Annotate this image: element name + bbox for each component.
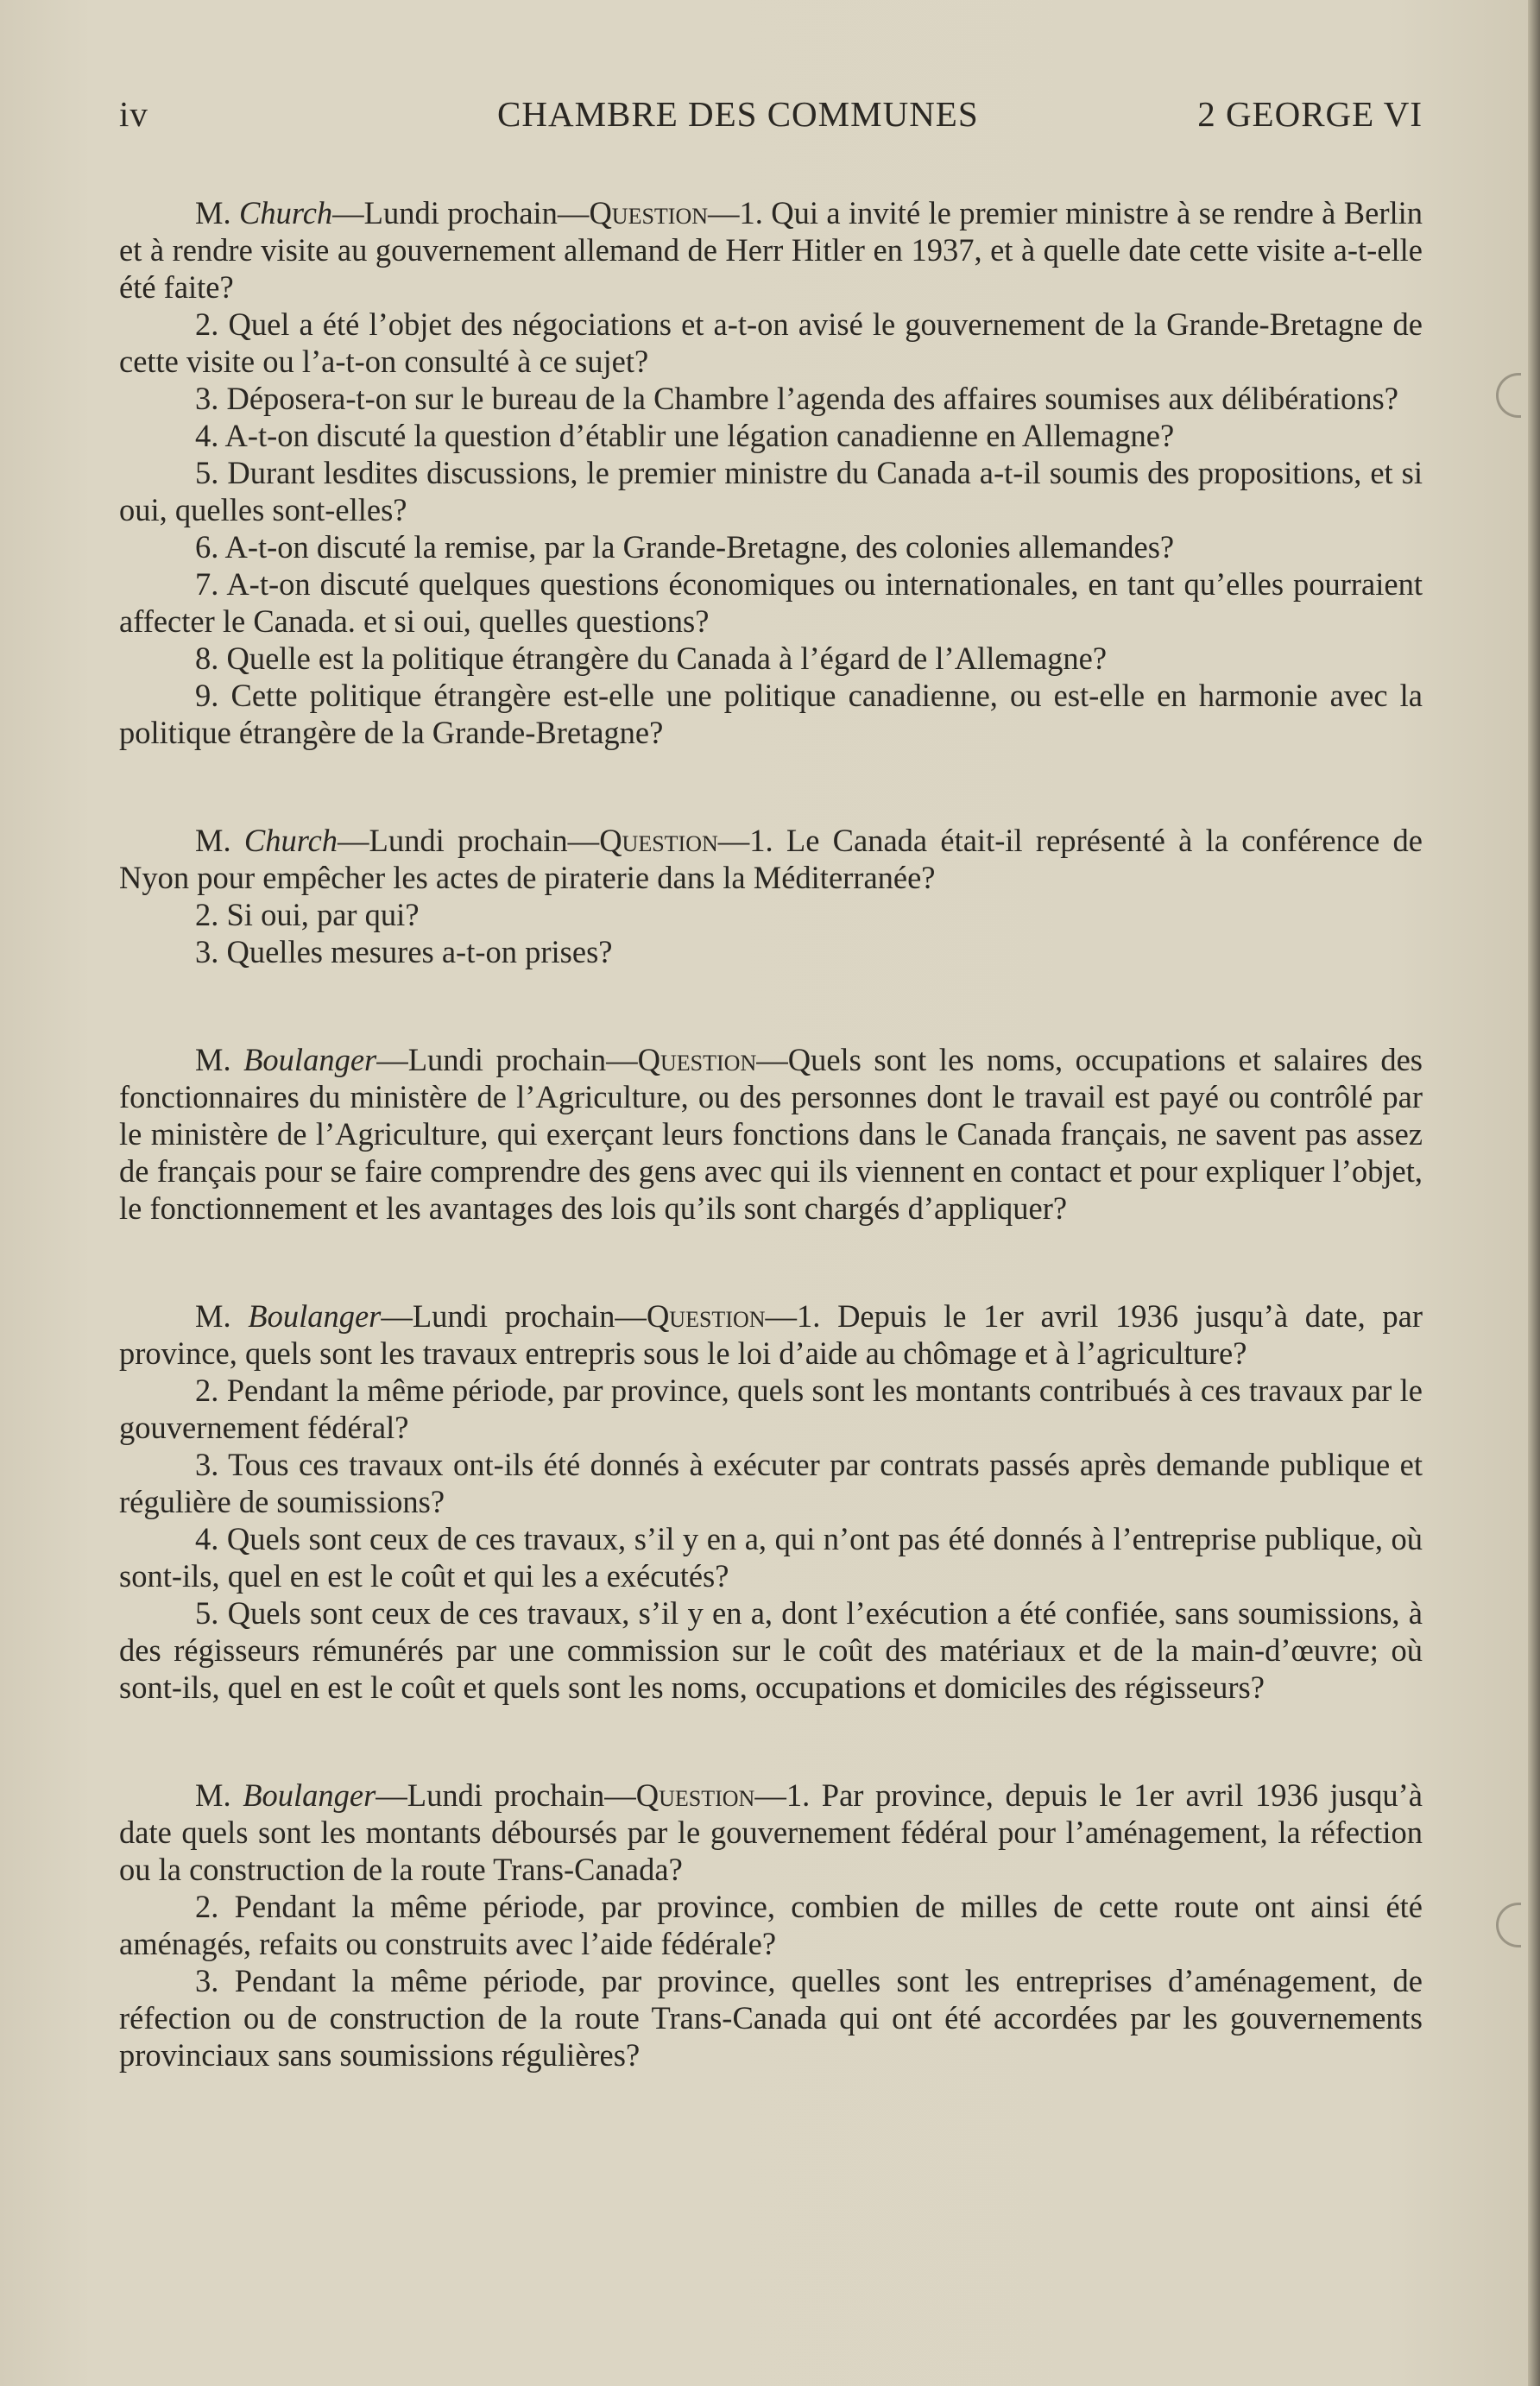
question-paragraph [119,822,1423,896]
question-text: —1. Le Canada était-il représenté à la conférence de Nyon pour empêcher les actes de piraterie dans la Méditerranée? [119,823,1423,895]
question-paragraph: 3. Pendant la même période, par province, quelles sont les entreprises d’aménagement, de réfection ou de construction de la route Trans-Canada qui ont été accordées par les gouvernements provinciaux sans soumissions régulières? [119,1963,1423,2073]
question-label: Question [637,1042,757,1077]
member-title: M. [195,1298,231,1334]
speaker-name: Boulanger [243,1042,377,1077]
question-paragraph: 3. Tous ces travaux ont-ils été donnés à exécuter par contrats passés après demande publique et régulière de soumissions? [119,1447,1423,1519]
member-title: M. [195,195,231,230]
question-intro: —Lundi prochain— [376,1777,636,1813]
question-label: Question [589,195,709,230]
question-paragraph: 2. Si oui, par qui? [195,897,420,932]
question-paragraph: 2. Quel a été l’objet des négociations et a-t-on avisé le gouvernement de la Grande-Bretagne de cette visite ou l’a-t-on consulté à ce sujet? [119,306,1423,379]
speaker-name: Boulanger [248,1298,382,1334]
question-paragraph [119,1777,1423,1888]
question-paragraph [119,194,1423,306]
question-paragraph: 5. Quels sont ceux de ces travaux, s’il y en a, dont l’exécution a été confiée, sans soumissions, à des régisseurs rémunérés par une commission sur le coût des matériaux et de la main-d’œuvre; où sont-ils, quel en est le coût et quels sont les noms, occupations et domiciles des régisseurs? [119,1595,1423,1705]
question-text: —1. Depuis le 1er avril 1936 jusqu’à date, par province, quels sont les travaux entrepris sous le loi d’aide au chômage et à l’agriculture? [119,1298,1423,1371]
question-text: —Quels sont les noms, occupations et salaires des fonctionnaires du ministère de l’Agriculture, ou des personnes dont le travail est payé ou contrôlé par le ministère de l’Agriculture, qui exerçant leurs fonctions dans le Canada français, ne savent pas assez de français pour se faire comprendre des gens avec qui ils viennent en contact et pour expliquer l’objet, le fonctionnement et les avantages des lois qu’ils sont chargés d’appliquer? [119,1042,1423,1226]
question-label: Question [646,1298,766,1334]
question-intro: —Lundi prochain— [376,1042,638,1077]
questions-list [119,194,1423,2144]
member-title: M. [195,1042,231,1077]
question-block [119,194,1423,751]
binding-hole-mark [1496,373,1521,418]
question-paragraph: 6. A-t-on discuté la remise, par la Grande-Bretagne, des colonies allemandes? [195,529,1175,565]
page-header [119,93,1423,145]
question-text: —1. Qui a invité le premier ministre à se rendre à Berlin et à rendre visite au gouvernement allemand de Herr Hitler en 1937, et à quelle date cette visite a-t-elle été faite? [119,195,1423,305]
question-block [119,1777,1423,2074]
question-paragraph: 3. Quelles mesures a-t-on prises? [195,934,613,969]
question-intro: —Lundi prochain— [381,1298,647,1334]
page-edge [1528,0,1540,2386]
question-block [119,1041,1423,1227]
speaker-name: Boulanger [243,1777,376,1813]
question-paragraph: 9. Cette politique étrangère est-elle une politique canadienne, ou est-elle en harmonie avec la politique étrangère de la Grande-Bretagne? [119,678,1423,750]
question-paragraph: 2. Pendant la même période, par province, combien de milles de cette route ont ainsi été aménagés, refaits ou construits avec l’aide fédérale? [119,1889,1423,1961]
speaker-name: Church [239,195,333,230]
question-text: —1. Par province, depuis le 1er avril 1936 jusqu’à date quels sont les montants déboursés par le gouvernement fédéral pour l’aménagement, la réfection ou la construction de la route Trans-Canada? [119,1777,1423,1887]
member-title: M. [195,1777,231,1813]
question-paragraph: 7. A-t-on discuté quelques questions économiques ou internationales, en tant qu’elles pourraient affecter le Canada. et si oui, quelles questions? [119,566,1423,639]
question-paragraph [119,1041,1423,1227]
question-paragraph: 8. Quelle est la politique étrangère du Canada à l’égard de l’Allemagne? [195,641,1108,676]
regnal-year: 2 GEORGE VI [1197,94,1423,134]
question-paragraph: 4. A-t-on discuté la question d’établir une légation canadienne en Allemagne? [195,418,1175,453]
question-intro: —Lundi prochain— [332,195,590,230]
question-paragraph: 2. Pendant la même période, par province, quels sont les montants contribués à ces travaux par le gouvernement fédéral? [119,1373,1423,1445]
page-number: iv [119,94,148,134]
question-paragraph: 3. Déposera-t-on sur le bureau de la Chambre l’agenda des affaires soumises aux délibérations? [195,381,1398,416]
question-paragraph: 5. Durant lesdites discussions, le premier ministre du Canada a-t-il soumis des propositions, et si oui, quelles sont-elles? [119,455,1423,527]
question-label: Question [635,1777,755,1813]
question-label: Question [599,823,718,858]
question-block [119,822,1423,970]
question-intro: —Lundi prochain— [338,823,600,858]
question-block [119,1297,1423,1706]
binding-hole-mark [1496,1903,1521,1947]
page-title: CHAMBRE DES COMMUNES [497,94,979,134]
speaker-name: Church [243,823,338,858]
member-title: M. [195,823,231,858]
question-paragraph [119,1297,1423,1372]
question-paragraph: 4. Quels sont ceux de ces travaux, s’il y en a, qui n’ont pas été donnés à l’entreprise publique, où sont-ils, quel en est le coût et qui les a exécutés? [119,1521,1423,1594]
